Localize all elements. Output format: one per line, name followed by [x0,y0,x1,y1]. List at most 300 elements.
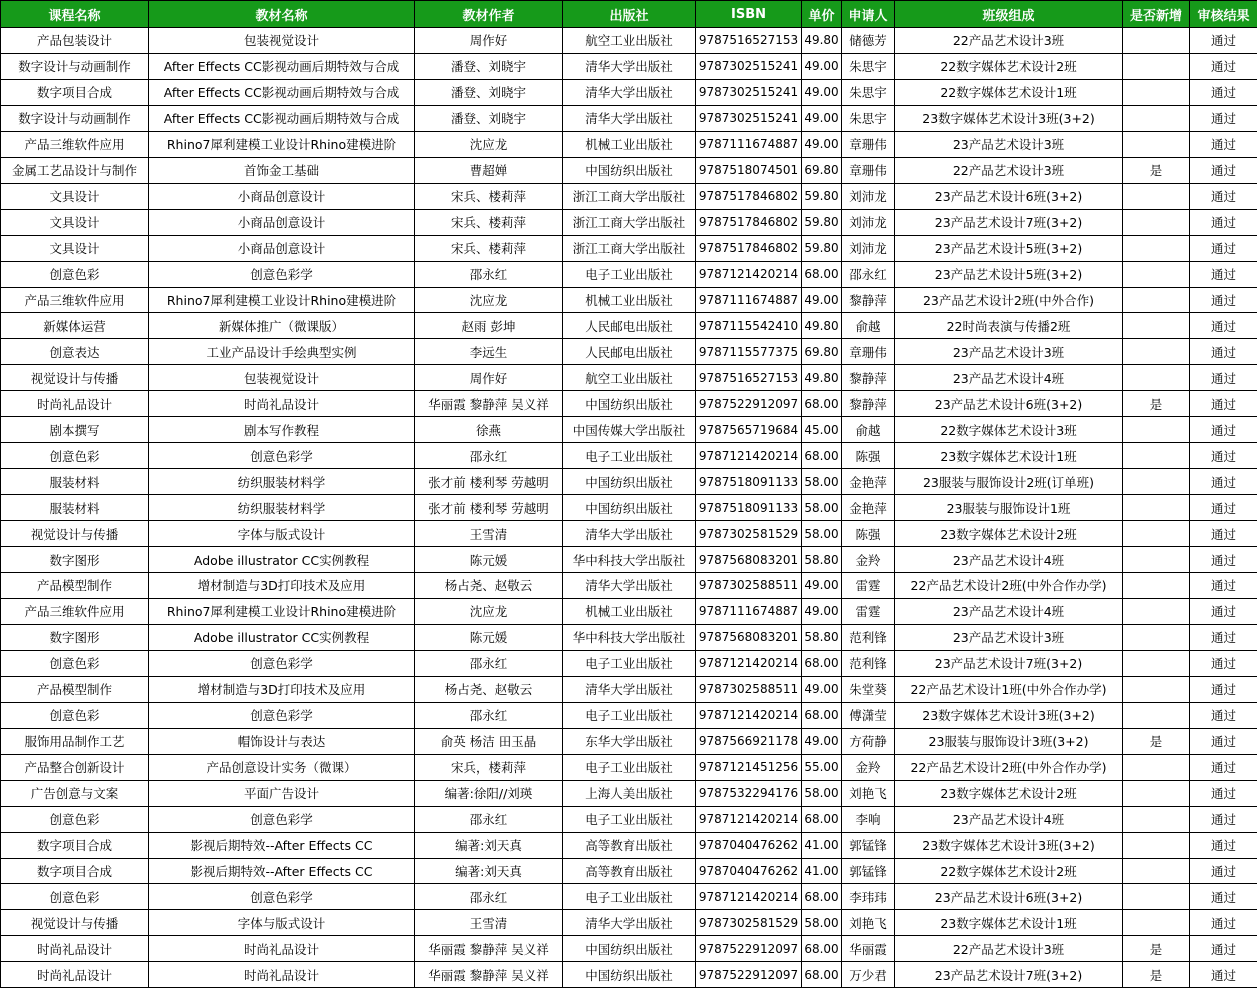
textbook-author-cell[interactable]: 赵雨 彭坤 [415,313,563,339]
unit-price-cell[interactable]: 59.80 [802,183,842,209]
textbook-name-cell[interactable]: After Effects CC影视动画后期特效与合成 [149,53,415,79]
class-composition-cell[interactable]: 22时尚表演与传播2班 [895,313,1123,339]
is-new-cell[interactable] [1123,209,1190,235]
isbn-cell[interactable]: 9787566921178 [696,728,802,754]
table-row[interactable] [1,884,1257,910]
publisher-cell[interactable]: 电子工业出版社 [563,754,696,780]
applicant-cell[interactable]: 金羚 [842,754,895,780]
column-header-class-composition[interactable]: 班级组成 [895,1,1123,28]
review-result-cell[interactable]: 通过 [1190,728,1257,754]
review-result-cell[interactable]: 通过 [1190,261,1257,287]
applicant-cell[interactable]: 郭锰锋 [842,858,895,884]
class-composition-cell[interactable]: 23产品艺术设计4班 [895,547,1123,573]
applicant-cell[interactable]: 金艳萍 [842,495,895,521]
course-name-cell[interactable]: 服装材料 [1,495,149,521]
is-new-cell[interactable] [1123,598,1190,624]
is-new-cell[interactable] [1123,105,1190,131]
class-composition-cell[interactable]: 23产品艺术设计7班(3+2) [895,962,1123,988]
applicant-cell[interactable]: 方荷静 [842,728,895,754]
course-name-cell[interactable]: 视觉设计与传播 [1,521,149,547]
textbook-author-cell[interactable]: 陈元媛 [415,547,563,573]
publisher-cell[interactable]: 浙江工商大学出版社 [563,235,696,261]
review-result-cell[interactable]: 通过 [1190,365,1257,391]
review-result-cell[interactable]: 通过 [1190,209,1257,235]
textbook-name-cell[interactable]: 首饰金工基础 [149,157,415,183]
textbook-name-cell[interactable]: 影视后期特效--After Effects CC [149,832,415,858]
isbn-cell[interactable]: 9787111674887 [696,287,802,313]
table-row[interactable] [1,832,1257,858]
isbn-cell[interactable]: 9787517846802 [696,209,802,235]
publisher-cell[interactable]: 电子工业出版社 [563,443,696,469]
course-name-cell[interactable]: 数字设计与动画制作 [1,53,149,79]
course-name-cell[interactable]: 产品模型制作 [1,573,149,599]
table-row[interactable] [1,962,1257,988]
class-composition-cell[interactable]: 22数字媒体艺术设计2班 [895,53,1123,79]
class-composition-cell[interactable]: 23数字媒体艺术设计3班(3+2) [895,702,1123,728]
course-name-cell[interactable]: 时尚礼品设计 [1,936,149,962]
publisher-cell[interactable]: 航空工业出版社 [563,28,696,54]
textbook-name-cell[interactable]: 字体与版式设计 [149,910,415,936]
class-composition-cell[interactable]: 22产品艺术设计2班(中外合作办学) [895,573,1123,599]
table-row[interactable] [1,157,1257,183]
textbook-name-cell[interactable]: 创意色彩学 [149,650,415,676]
textbook-name-cell[interactable]: After Effects CC影视动画后期特效与合成 [149,105,415,131]
is-new-cell[interactable]: 是 [1123,936,1190,962]
isbn-cell[interactable]: 9787302515241 [696,105,802,131]
course-name-cell[interactable]: 创意色彩 [1,806,149,832]
column-header-isbn[interactable]: ISBN [696,1,802,28]
is-new-cell[interactable]: 是 [1123,728,1190,754]
table-row[interactable] [1,573,1257,599]
is-new-cell[interactable] [1123,884,1190,910]
publisher-cell[interactable]: 高等教育出版社 [563,832,696,858]
textbook-author-cell[interactable]: 沈应龙 [415,598,563,624]
table-row[interactable] [1,806,1257,832]
textbook-name-cell[interactable]: Adobe illustrator CC实例教程 [149,624,415,650]
column-header-is-new[interactable]: 是否新增 [1123,1,1190,28]
applicant-cell[interactable]: 范利锋 [842,650,895,676]
publisher-cell[interactable]: 中国纺织出版社 [563,495,696,521]
applicant-cell[interactable]: 黎静萍 [842,391,895,417]
isbn-cell[interactable]: 9787522912097 [696,391,802,417]
is-new-cell[interactable] [1123,754,1190,780]
publisher-cell[interactable]: 高等教育出版社 [563,858,696,884]
publisher-cell[interactable]: 电子工业出版社 [563,650,696,676]
publisher-cell[interactable]: 浙江工商大学出版社 [563,183,696,209]
course-name-cell[interactable]: 时尚礼品设计 [1,962,149,988]
is-new-cell[interactable] [1123,28,1190,54]
table-row[interactable] [1,28,1257,54]
course-name-cell[interactable]: 文具设计 [1,209,149,235]
textbook-name-cell[interactable]: 创意色彩学 [149,806,415,832]
unit-price-cell[interactable]: 49.00 [802,728,842,754]
publisher-cell[interactable]: 人民邮电出版社 [563,339,696,365]
unit-price-cell[interactable]: 68.00 [802,884,842,910]
table-row[interactable] [1,858,1257,884]
is-new-cell[interactable] [1123,495,1190,521]
is-new-cell[interactable] [1123,417,1190,443]
textbook-name-cell[interactable]: Adobe illustrator CC实例教程 [149,547,415,573]
publisher-cell[interactable]: 东华大学出版社 [563,728,696,754]
textbook-author-cell[interactable]: 编著:刘天真 [415,858,563,884]
is-new-cell[interactable] [1123,131,1190,157]
isbn-cell[interactable]: 9787568083201 [696,547,802,573]
class-composition-cell[interactable]: 22数字媒体艺术设计2班 [895,858,1123,884]
course-name-cell[interactable]: 数字项目合成 [1,858,149,884]
review-result-cell[interactable]: 通过 [1190,573,1257,599]
is-new-cell[interactable] [1123,313,1190,339]
class-composition-cell[interactable]: 23数字媒体艺术设计2班 [895,521,1123,547]
class-composition-cell[interactable]: 23产品艺术设计2班(中外合作) [895,287,1123,313]
isbn-cell[interactable]: 9787040476262 [696,832,802,858]
column-header-textbook-author[interactable]: 教材作者 [415,1,563,28]
course-name-cell[interactable]: 文具设计 [1,235,149,261]
review-result-cell[interactable]: 通过 [1190,79,1257,105]
publisher-cell[interactable]: 中国纺织出版社 [563,469,696,495]
review-result-cell[interactable]: 通过 [1190,910,1257,936]
unit-price-cell[interactable]: 68.00 [802,391,842,417]
class-composition-cell[interactable]: 23产品艺术设计3班 [895,131,1123,157]
review-result-cell[interactable]: 通过 [1190,521,1257,547]
course-name-cell[interactable]: 创意表达 [1,339,149,365]
publisher-cell[interactable]: 清华大学出版社 [563,105,696,131]
publisher-cell[interactable]: 中国纺织出版社 [563,157,696,183]
table-row[interactable] [1,365,1257,391]
publisher-cell[interactable]: 华中科技大学出版社 [563,547,696,573]
textbook-author-cell[interactable]: 俞英 杨洁 田玉晶 [415,728,563,754]
textbook-name-cell[interactable]: 创意色彩学 [149,443,415,469]
unit-price-cell[interactable]: 58.00 [802,910,842,936]
isbn-cell[interactable]: 9787302515241 [696,79,802,105]
table-row[interactable] [1,521,1257,547]
course-name-cell[interactable]: 广告创意与文案 [1,780,149,806]
textbook-name-cell[interactable]: 纺织服装材料学 [149,495,415,521]
textbook-name-cell[interactable]: 创意色彩学 [149,702,415,728]
textbook-name-cell[interactable]: 工业产品设计手绘典型实例 [149,339,415,365]
applicant-cell[interactable]: 朱堂葵 [842,676,895,702]
textbook-author-cell[interactable]: 编著:刘天真 [415,832,563,858]
review-result-cell[interactable]: 通过 [1190,547,1257,573]
course-name-cell[interactable]: 产品三维软件应用 [1,598,149,624]
isbn-cell[interactable]: 9787040476262 [696,858,802,884]
is-new-cell[interactable] [1123,806,1190,832]
class-composition-cell[interactable]: 23产品艺术设计6班(3+2) [895,391,1123,417]
class-composition-cell[interactable]: 23服装与服饰设计3班(3+2) [895,728,1123,754]
unit-price-cell[interactable]: 68.00 [802,962,842,988]
publisher-cell[interactable]: 电子工业出版社 [563,806,696,832]
is-new-cell[interactable] [1123,910,1190,936]
unit-price-cell[interactable]: 68.00 [802,936,842,962]
textbook-name-cell[interactable]: 小商品创意设计 [149,183,415,209]
column-header-publisher[interactable]: 出版社 [563,1,696,28]
publisher-cell[interactable]: 清华大学出版社 [563,521,696,547]
unit-price-cell[interactable]: 58.00 [802,469,842,495]
course-name-cell[interactable]: 创意色彩 [1,261,149,287]
publisher-cell[interactable]: 电子工业出版社 [563,884,696,910]
is-new-cell[interactable] [1123,79,1190,105]
isbn-cell[interactable]: 9787565719684 [696,417,802,443]
table-row[interactable] [1,624,1257,650]
table-row[interactable] [1,417,1257,443]
publisher-cell[interactable]: 浙江工商大学出版社 [563,209,696,235]
textbook-author-cell[interactable]: 王雪清 [415,910,563,936]
textbook-name-cell[interactable]: 平面广告设计 [149,780,415,806]
unit-price-cell[interactable]: 59.80 [802,235,842,261]
applicant-cell[interactable]: 金羚 [842,547,895,573]
applicant-cell[interactable]: 范利锋 [842,624,895,650]
textbook-author-cell[interactable]: 杨占尧、赵敬云 [415,573,563,599]
unit-price-cell[interactable]: 49.00 [802,131,842,157]
class-composition-cell[interactable]: 22产品艺术设计3班 [895,28,1123,54]
review-result-cell[interactable]: 通过 [1190,313,1257,339]
textbook-name-cell[interactable]: 产品创意设计实务（微课） [149,754,415,780]
publisher-cell[interactable]: 电子工业出版社 [563,702,696,728]
class-composition-cell[interactable]: 23产品艺术设计7班(3+2) [895,209,1123,235]
course-name-cell[interactable]: 服装材料 [1,469,149,495]
applicant-cell[interactable]: 黎静萍 [842,287,895,313]
review-result-cell[interactable]: 通过 [1190,884,1257,910]
isbn-cell[interactable]: 9787111674887 [696,598,802,624]
isbn-cell[interactable]: 9787115542410 [696,313,802,339]
class-composition-cell[interactable]: 22数字媒体艺术设计3班 [895,417,1123,443]
table-row[interactable] [1,53,1257,79]
isbn-cell[interactable]: 9787302581529 [696,521,802,547]
table-row[interactable] [1,754,1257,780]
unit-price-cell[interactable]: 68.00 [802,806,842,832]
table-row[interactable] [1,936,1257,962]
applicant-cell[interactable]: 李玮玮 [842,884,895,910]
isbn-cell[interactable]: 9787522912097 [696,962,802,988]
textbook-author-cell[interactable]: 陈元媛 [415,624,563,650]
textbook-author-cell[interactable]: 李远生 [415,339,563,365]
unit-price-cell[interactable]: 49.00 [802,53,842,79]
textbook-author-cell[interactable]: 邵永红 [415,261,563,287]
table-row[interactable] [1,650,1257,676]
course-name-cell[interactable]: 数字图形 [1,624,149,650]
unit-price-cell[interactable]: 49.00 [802,105,842,131]
review-result-cell[interactable]: 通过 [1190,676,1257,702]
is-new-cell[interactable] [1123,676,1190,702]
table-row[interactable] [1,910,1257,936]
course-name-cell[interactable]: 文具设计 [1,183,149,209]
textbook-author-cell[interactable]: 邵永红 [415,650,563,676]
class-composition-cell[interactable]: 22产品艺术设计2班(中外合作办学) [895,754,1123,780]
isbn-cell[interactable]: 9787121451256 [696,754,802,780]
unit-price-cell[interactable]: 49.00 [802,287,842,313]
is-new-cell[interactable] [1123,261,1190,287]
course-name-cell[interactable]: 产品三维软件应用 [1,131,149,157]
isbn-cell[interactable]: 9787518091133 [696,469,802,495]
textbook-author-cell[interactable]: 华丽霞 黎静萍 吴义祥 [415,962,563,988]
textbook-author-cell[interactable]: 编著:徐阳//刘瑛 [415,780,563,806]
unit-price-cell[interactable]: 58.00 [802,521,842,547]
table-row[interactable] [1,261,1257,287]
course-name-cell[interactable]: 创意色彩 [1,702,149,728]
isbn-cell[interactable]: 9787121420214 [696,884,802,910]
class-composition-cell[interactable]: 23产品艺术设计3班 [895,339,1123,365]
is-new-cell[interactable] [1123,53,1190,79]
table-row[interactable] [1,79,1257,105]
table-row[interactable] [1,313,1257,339]
is-new-cell[interactable] [1123,365,1190,391]
textbook-name-cell[interactable]: After Effects CC影视动画后期特效与合成 [149,79,415,105]
review-result-cell[interactable]: 通过 [1190,650,1257,676]
unit-price-cell[interactable]: 68.00 [802,443,842,469]
is-new-cell[interactable] [1123,650,1190,676]
isbn-cell[interactable]: 9787516527153 [696,28,802,54]
publisher-cell[interactable]: 机械工业出版社 [563,131,696,157]
course-name-cell[interactable]: 产品包装设计 [1,28,149,54]
unit-price-cell[interactable]: 69.80 [802,339,842,365]
publisher-cell[interactable]: 机械工业出版社 [563,287,696,313]
is-new-cell[interactable] [1123,469,1190,495]
textbook-name-cell[interactable]: 增材制造与3D打印技术及应用 [149,676,415,702]
table-row[interactable] [1,469,1257,495]
review-result-cell[interactable]: 通过 [1190,53,1257,79]
table-row[interactable] [1,547,1257,573]
unit-price-cell[interactable]: 58.80 [802,547,842,573]
textbook-name-cell[interactable]: Rhino7犀利建模工业设计Rhino建模进阶 [149,598,415,624]
table-row[interactable] [1,702,1257,728]
textbook-name-cell[interactable]: 时尚礼品设计 [149,962,415,988]
isbn-cell[interactable]: 9787121420214 [696,702,802,728]
applicant-cell[interactable]: 雷霆 [842,573,895,599]
is-new-cell[interactable] [1123,547,1190,573]
is-new-cell[interactable]: 是 [1123,157,1190,183]
unit-price-cell[interactable]: 49.00 [802,573,842,599]
course-name-cell[interactable]: 视觉设计与传播 [1,910,149,936]
textbook-author-cell[interactable]: 周作好 [415,28,563,54]
textbook-name-cell[interactable]: 纺织服装材料学 [149,469,415,495]
is-new-cell[interactable] [1123,339,1190,365]
is-new-cell[interactable] [1123,624,1190,650]
unit-price-cell[interactable]: 69.80 [802,157,842,183]
textbook-author-cell[interactable]: 潘登、刘晓宇 [415,53,563,79]
publisher-cell[interactable]: 清华大学出版社 [563,573,696,599]
is-new-cell[interactable] [1123,183,1190,209]
review-result-cell[interactable]: 通过 [1190,832,1257,858]
isbn-cell[interactable]: 9787517846802 [696,183,802,209]
unit-price-cell[interactable]: 55.00 [802,754,842,780]
review-result-cell[interactable]: 通过 [1190,495,1257,521]
review-result-cell[interactable]: 通过 [1190,858,1257,884]
table-row[interactable] [1,391,1257,417]
review-result-cell[interactable]: 通过 [1190,443,1257,469]
is-new-cell[interactable] [1123,858,1190,884]
review-result-cell[interactable]: 通过 [1190,339,1257,365]
publisher-cell[interactable]: 清华大学出版社 [563,79,696,105]
applicant-cell[interactable]: 刘艳飞 [842,780,895,806]
column-header-course-name[interactable]: 课程名称 [1,1,149,28]
textbook-author-cell[interactable]: 张才前 楼利琴 劳越明 [415,469,563,495]
unit-price-cell[interactable]: 41.00 [802,832,842,858]
table-row[interactable] [1,780,1257,806]
textbook-author-cell[interactable]: 宋兵，楼莉萍 [415,754,563,780]
class-composition-cell[interactable]: 23数字媒体艺术设计1班 [895,910,1123,936]
textbook-name-cell[interactable]: Rhino7犀利建模工业设计Rhino建模进阶 [149,131,415,157]
applicant-cell[interactable]: 储德芳 [842,28,895,54]
textbook-author-cell[interactable]: 邵永红 [415,443,563,469]
applicant-cell[interactable]: 华丽霞 [842,936,895,962]
textbook-author-cell[interactable]: 徐燕 [415,417,563,443]
class-composition-cell[interactable]: 23数字媒体艺术设计3班(3+2) [895,832,1123,858]
class-composition-cell[interactable]: 23数字媒体艺术设计1班 [895,443,1123,469]
review-result-cell[interactable]: 通过 [1190,105,1257,131]
course-name-cell[interactable]: 创意色彩 [1,443,149,469]
review-result-cell[interactable]: 通过 [1190,131,1257,157]
textbook-author-cell[interactable]: 沈应龙 [415,131,563,157]
isbn-cell[interactable]: 9787121420214 [696,806,802,832]
applicant-cell[interactable]: 傅潇莹 [842,702,895,728]
unit-price-cell[interactable]: 59.80 [802,209,842,235]
is-new-cell[interactable] [1123,702,1190,728]
unit-price-cell[interactable]: 49.00 [802,598,842,624]
class-composition-cell[interactable]: 23产品艺术设计4班 [895,806,1123,832]
textbook-author-cell[interactable]: 邵永红 [415,702,563,728]
table-row[interactable] [1,598,1257,624]
course-name-cell[interactable]: 服饰用品制作工艺 [1,728,149,754]
applicant-cell[interactable]: 朱思宇 [842,53,895,79]
textbook-name-cell[interactable]: 包装视觉设计 [149,28,415,54]
review-result-cell[interactable]: 通过 [1190,287,1257,313]
column-header-applicant[interactable]: 申请人 [842,1,895,28]
unit-price-cell[interactable]: 68.00 [802,702,842,728]
publisher-cell[interactable]: 中国传媒大学出版社 [563,417,696,443]
textbook-author-cell[interactable]: 潘登、刘晓宇 [415,105,563,131]
applicant-cell[interactable]: 朱思宇 [842,79,895,105]
textbook-name-cell[interactable]: 帽饰设计与表达 [149,728,415,754]
applicant-cell[interactable]: 章珊伟 [842,157,895,183]
course-name-cell[interactable]: 创意色彩 [1,884,149,910]
applicant-cell[interactable]: 金艳萍 [842,469,895,495]
applicant-cell[interactable]: 刘沛龙 [842,183,895,209]
course-name-cell[interactable]: 时尚礼品设计 [1,391,149,417]
isbn-cell[interactable]: 9787518074501 [696,157,802,183]
table-row[interactable] [1,105,1257,131]
review-result-cell[interactable]: 通过 [1190,469,1257,495]
textbook-author-cell[interactable]: 宋兵、楼莉萍 [415,235,563,261]
review-result-cell[interactable]: 通过 [1190,624,1257,650]
textbook-name-cell[interactable]: Rhino7犀利建模工业设计Rhino建模进阶 [149,287,415,313]
is-new-cell[interactable] [1123,780,1190,806]
class-composition-cell[interactable]: 23产品艺术设计6班(3+2) [895,183,1123,209]
course-name-cell[interactable]: 数字项目合成 [1,832,149,858]
column-header-textbook-name[interactable]: 教材名称 [149,1,415,28]
isbn-cell[interactable]: 9787121420214 [696,443,802,469]
review-result-cell[interactable]: 通过 [1190,702,1257,728]
column-header-unit-price[interactable]: 单价 [802,1,842,28]
isbn-cell[interactable]: 9787517846802 [696,235,802,261]
isbn-cell[interactable]: 9787522912097 [696,936,802,962]
class-composition-cell[interactable]: 23产品艺术设计3班 [895,624,1123,650]
course-name-cell[interactable]: 产品整合创新设计 [1,754,149,780]
unit-price-cell[interactable]: 49.00 [802,676,842,702]
applicant-cell[interactable]: 陈强 [842,521,895,547]
textbook-author-cell[interactable]: 杨占尧、赵敬云 [415,676,563,702]
textbook-author-cell[interactable]: 张才前 楼利琴 劳越明 [415,495,563,521]
textbook-author-cell[interactable]: 潘登、刘晓宇 [415,79,563,105]
textbook-name-cell[interactable]: 时尚礼品设计 [149,391,415,417]
table-row[interactable] [1,728,1257,754]
class-composition-cell[interactable]: 23产品艺术设计4班 [895,365,1123,391]
course-name-cell[interactable]: 剧本撰写 [1,417,149,443]
unit-price-cell[interactable]: 58.80 [802,624,842,650]
review-result-cell[interactable]: 通过 [1190,936,1257,962]
unit-price-cell[interactable]: 58.00 [802,495,842,521]
isbn-cell[interactable]: 9787302588511 [696,676,802,702]
table-row[interactable] [1,443,1257,469]
column-header-review-result[interactable]: 审核结果 [1190,1,1257,28]
